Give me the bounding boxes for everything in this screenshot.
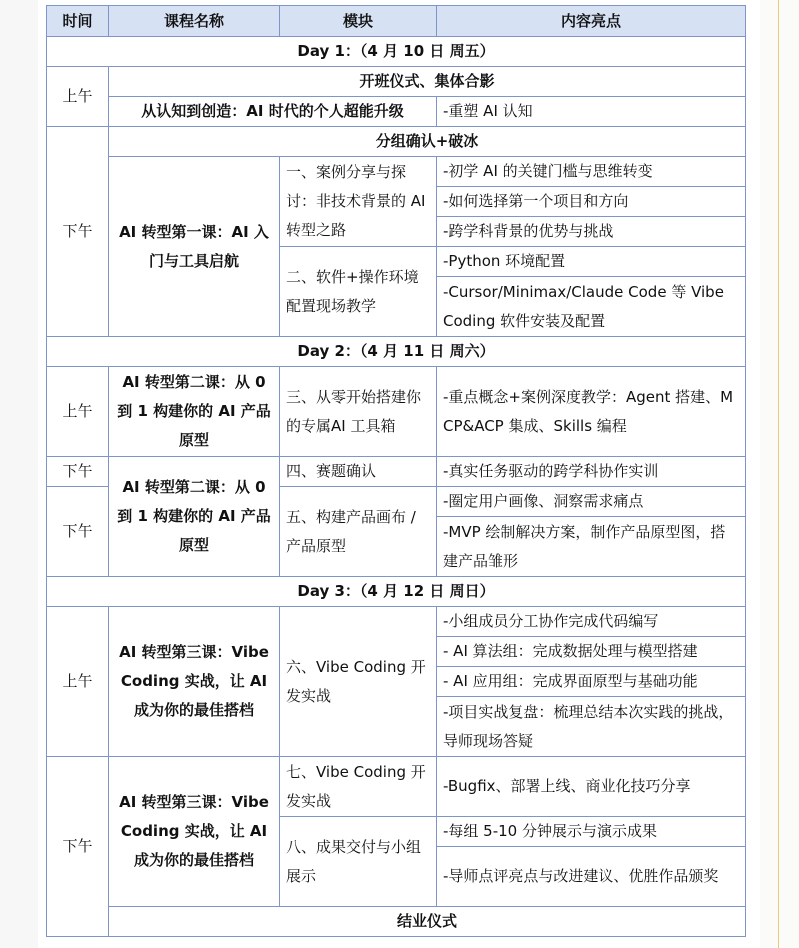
day3-module6-highlight-2: - AI 算法组：完成数据处理与模型搭建 bbox=[437, 637, 746, 667]
day3-course-pm: AI 转型第三课：Vibe Coding 实战，让 AI 成为你的最佳搭档 bbox=[109, 757, 280, 907]
day2-label: Day 2：（4 月 11 日 周六） bbox=[47, 337, 746, 367]
schedule-table bbox=[46, 5, 746, 937]
right-margin bbox=[760, 0, 799, 948]
left-margin bbox=[0, 0, 38, 948]
day2-course-pm: AI 转型第二课：从 0 到 1 构建你的 AI 产品原型 bbox=[109, 457, 280, 577]
header-time: 时间 bbox=[47, 6, 109, 37]
day3-pm: 下午 bbox=[47, 757, 109, 937]
day1-am: 上午 bbox=[47, 67, 109, 127]
day3-am: 上午 bbox=[47, 607, 109, 757]
day3-label: Day 3：（4 月 12 日 周日） bbox=[47, 577, 746, 607]
day2-module3-highlight: -重点概念+案例深度教学：Agent 搭建、MCP&ACP 集成、Skills 编程 bbox=[437, 367, 746, 457]
day3-module7-highlight: -Bugfix、部署上线、商业化技巧分享 bbox=[437, 757, 746, 817]
day3-course-am: AI 转型第三课：Vibe Coding 实战，让 AI 成为你的最佳搭档 bbox=[109, 607, 280, 757]
header-course: 课程名称 bbox=[109, 6, 280, 37]
day1-pm: 下午 bbox=[47, 127, 109, 337]
day3-closing: 结业仪式 bbox=[109, 907, 746, 937]
day2-module5: 五、构建产品画布 / 产品原型 bbox=[280, 487, 437, 577]
day1-course1: 从认知到创造：AI 时代的个人超能升级 bbox=[109, 97, 437, 127]
day2-module4-highlight: -真实任务驱动的跨学科协作实训 bbox=[437, 457, 746, 487]
day2-pm-2: 下午 bbox=[47, 487, 109, 577]
day1-module2-highlight-1: -Python 环境配置 bbox=[437, 247, 746, 277]
day1-grouping: 分组确认+破冰 bbox=[109, 127, 746, 157]
day3-module8: 八、成果交付与小组展示 bbox=[280, 817, 437, 907]
day3-module6-highlight-1: -小组成员分工协作完成代码编写 bbox=[437, 607, 746, 637]
day2-pm-1: 下午 bbox=[47, 457, 109, 487]
day2-course-am: AI 转型第二课：从 0 到 1 构建你的 AI 产品原型 bbox=[109, 367, 280, 457]
header-module: 模块 bbox=[280, 6, 437, 37]
day1-module1: 一、案例分享与探讨：非技术背景的 AI 转型之路 bbox=[280, 157, 437, 247]
day3-module6-highlight-4: -项目实战复盘：梳理总结本次实践的挑战，导师现场答疑 bbox=[437, 697, 746, 757]
day3-module6-highlight-3: - AI 应用组：完成界面原型与基础功能 bbox=[437, 667, 746, 697]
day1-module2: 二、软件+操作环境配置现场教学 bbox=[280, 247, 437, 337]
day2-module5-highlight-1: -圈定用户画像、洞察需求痛点 bbox=[437, 487, 746, 517]
day1-course1-highlight: -重塑 AI 认知 bbox=[437, 97, 746, 127]
day3-module8-highlight-2: -导师点评亮点与改进建议、优胜作品颁奖 bbox=[437, 847, 746, 907]
day3-module7: 七、Vibe Coding 开发实战 bbox=[280, 757, 437, 817]
day3-module6: 六、Vibe Coding 开发实战 bbox=[280, 607, 437, 757]
day1-course2: AI 转型第一课：AI 入门与工具启航 bbox=[109, 157, 280, 337]
day1-label: Day 1：（4 月 10 日 周五） bbox=[47, 37, 746, 67]
day1-module1-highlight-2: -如何选择第一个项目和方向 bbox=[437, 187, 746, 217]
header-row bbox=[47, 6, 746, 37]
margin-line bbox=[778, 0, 779, 948]
header-highlights: 内容亮点 bbox=[437, 6, 746, 37]
day2-module5-highlight-2: -MVP 绘制解决方案，制作产品原型图，搭建产品雏形 bbox=[437, 517, 746, 577]
day2-module3: 三、从零开始搭建你的专属AI 工具箱 bbox=[280, 367, 437, 457]
day2-am: 上午 bbox=[47, 367, 109, 457]
day3-module8-highlight-1: -每组 5-10 分钟展示与演示成果 bbox=[437, 817, 746, 847]
day2-module4: 四、赛题确认 bbox=[280, 457, 437, 487]
day1-module1-highlight-3: -跨学科背景的优势与挑战 bbox=[437, 217, 746, 247]
day1-opening: 开班仪式、集体合影 bbox=[109, 67, 746, 97]
day1-module2-highlight-2: -Cursor/Minimax/Claude Code 等 Vibe Coding 软件安装及配置 bbox=[437, 277, 746, 337]
day1-module1-highlight-1: -初学 AI 的关键门槛与思维转变 bbox=[437, 157, 746, 187]
